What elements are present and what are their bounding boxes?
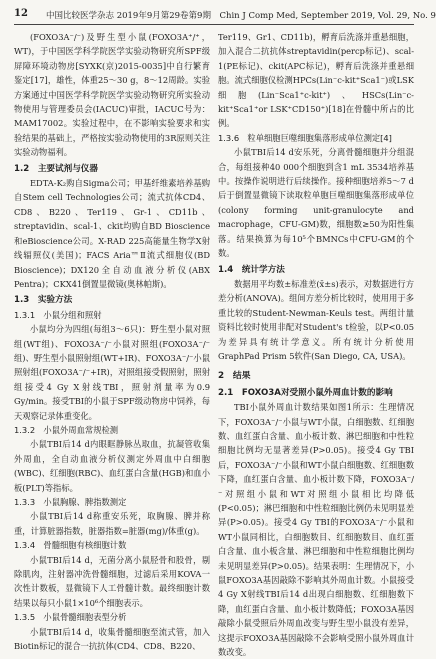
page-number: 12 (14, 8, 28, 19)
journal-running-head: 中国比较医学杂志 2019年9月第29卷第9期 Chin J Comp Med, September 2019, Vol. 29, No. 9 (46, 11, 436, 21)
subsection-heading: 1.3.4 骨髓细胞有核细胞计数 (14, 540, 127, 551)
section-heading: 1.2 主要试剂与仪器 (14, 163, 98, 174)
paragraph: TBI小鼠外周血计数结果如图1所示：生理情况下，FOXO3A⁻/⁻小鼠与WT小鼠，白细胞数、红细胞数、血红蛋白含量、血小板计数、淋巴细胞和中性粒细胞比例均无显著差异(P>0.05)。接受4 Gy TBI后，FOXO3A⁻/⁻小鼠和WT小鼠白细胞数、红细胞数下降，血红蛋白含量、血小板计数下降，FOXO3A⁻/⁻对照组小鼠和WT对照组小鼠相比均降低(P<0.05)；淋巴细胞和中性粒细胞比例仍未见明显差异(P>0.05)。接受4 Gy TBI的FOXO3A⁻/⁻小鼠和WT小鼠同相比，白细胞数目、红细胞数目、血红蛋白含量、血小板含量、淋巴细胞和中性粒细胞比例均未见明显差异(P>0.05)。结果表明：生理情况下，小鼠FOXO3A基因敲除不影响其外周血计数。小鼠接受4 Gy X射线TBI后14 d出现白细胞数、红细胞数下降，血红蛋白含量、血小板计数降低；FOXO3A基因敲除小鼠受照后外周血改变与野生型小鼠没有差异，这提示FOXO3A基因敲除不会影响受照小鼠外周血计数改变。 (218, 402, 414, 658)
paragraph: EDTA-K₂购自Sigma公司；甲基纤维素培养基购自Stem cell Technologies公司；流式抗体CD4、CD8、B220、Ter119、Gr-1、CD11b、streptavidin、scal-1、ckit均购自BD Bioscience和eBioscience公司。X-RAD 225高能量生物学X射线辐照仪(美国)；FACS Aria™Ⅱ流式细胞仪(BD Bioscience)；DX120全自动血液分析仪(ABX Pentra)；CKX41倒置显微镜(奥林帕斯)。 (14, 178, 210, 289)
subsection-heading: 1.3.1 小鼠分组和照射 (14, 309, 102, 320)
subsection-heading: 1.3.6 粒单细胞巨噬细胞集落形成单位测定[4] (218, 132, 392, 143)
subsection-heading: 1.3.2 小鼠外周血常规检测 (14, 424, 119, 435)
subsection-heading: 1.3.5 小鼠骨髓细胞表型分析 (14, 612, 127, 623)
section-heading: 1.4 统计学方法 (218, 264, 285, 275)
header-rule (14, 24, 414, 25)
paragraph: 数据用平均数±标准差(x̄±s)表示，对数据进行方差分析(ANOVA)。组间方差分析比较时，使用用于多重比较的Student-Newman-Keuls test。两组计量资料比较时使用非配对Student's t检验，以P<0.05为差异具有统计学意义。所有统计分析使用GraphPad Prism 5软件(San Diego, CA, USA)。 (218, 278, 414, 361)
results-subheading: 2.1 FOXO3A对受照小鼠外周血计数的影响 (218, 387, 393, 398)
results-heading: 2 结果 (218, 371, 251, 382)
left-column (14, 30, 210, 652)
section-heading: 1.3 实验方法 (14, 295, 73, 306)
paragraph: 小鼠均分为四组(每组3～6只)：野生型小鼠对照组(WT组)、FOXO3A⁻/⁻小鼠对照组(FOXO3A⁻/⁻组)、野生型小鼠照射组(WT+IR)、FOXO3A⁻/⁻小鼠照射组(FOXO3A⁻/⁻+IR)，对照组接受假照射，照射组接受4 Gy X射线TBI，照射剂量率为0.9 Gy/min。接受TBI的小鼠于SPF级动物房中饲养，每天观察记录体重变化。 (14, 324, 210, 421)
page-header (14, 8, 436, 22)
paragraph: (FOXO3A⁻/⁻)及野生型小鼠(FOXO3A⁺/⁺，WT)，于中国医学科学院医学实验动物研究所SPF级屏障环境动物房[SYXK(京)2015-0035]中自行繁育鉴定[17]，雄性，体重25～30 g，8～12周龄。实验方案通过中国医学科学院医学实验动物研究所实验动物使用与管理委员会(IACUC)审批，IACUC号为：MAM17002。实验过程中，在不影响实验要求和实验结果的基础上，严格按实验动物使用的3R原则关注实验动物福利。 (14, 32, 210, 158)
paragraph: 小鼠TBI后14 d内眼眶静脉丛取血，抗凝管收集外周血，全自动血液分析仪测定外周血中白细胞(WBC)、红细胞(RBC)、血红蛋白含量(HGB)和血小板(PLT)等指标。 (14, 439, 210, 493)
right-column (218, 30, 414, 658)
paragraph: 小鼠TBI后14 d安乐死，分离骨髓细胞并分组混合，每组接种40 000个细胞到含1 mL 3534培养基中。按操作说明进行后续操作。接种细胞培养5～7 d后于倒置显微镜下读取粒单胞巨噬细胞集落形成单位(colony forming unit-granulocyte and macrophage，CFU-GM)数，细胞数≥50为阳性集落。结果换算为每10⁵个BMNCs中CFU-GM的个数。 (218, 147, 414, 259)
paragraph: 小鼠TBI后14 d称重安乐死，取胸腺、脾并称重，计算脏器指数，脏器指数=脏器(mg)/体重(g)。 (14, 511, 210, 536)
subsection-heading: 1.3.3 小鼠胸腺、脾指数测定 (14, 497, 127, 507)
paragraph: 小鼠TBI后14 d，无菌分离小鼠胫骨和股骨，剔除肌肉，注射器冲洗骨髓细胞，过滤后采用KOVA一次性计数板，显微镜下人工骨髓计数。最终细胞计数结果以每只小鼠1×10⁶个细胞表示。 (14, 554, 210, 608)
paragraph: 小鼠TBI后14 d，收集骨髓细胞至流式管，加入Biotin标记的混合一抗抗体(CD4、CD8、B220、 (14, 626, 210, 652)
paragraph: Ter119、Gr1、CD11b)，孵育后洗涤并重悬细胞，加入混合二抗抗体streptavidin(percp标记)、scal-1(PE标记)、ckit(APC标记)，孵育后洗涤并重悬细胞。流式细胞仪检测HPCs(Lin⁻c-kit⁺Sca1⁻)或LSK细胞(Lin⁻Sca1⁺c-kit⁺)、HSCs(Lin⁻c-kit⁺Sca1⁺or LSK⁺CD150⁺)[18]在骨髓中所占的比例。 (218, 32, 414, 129)
